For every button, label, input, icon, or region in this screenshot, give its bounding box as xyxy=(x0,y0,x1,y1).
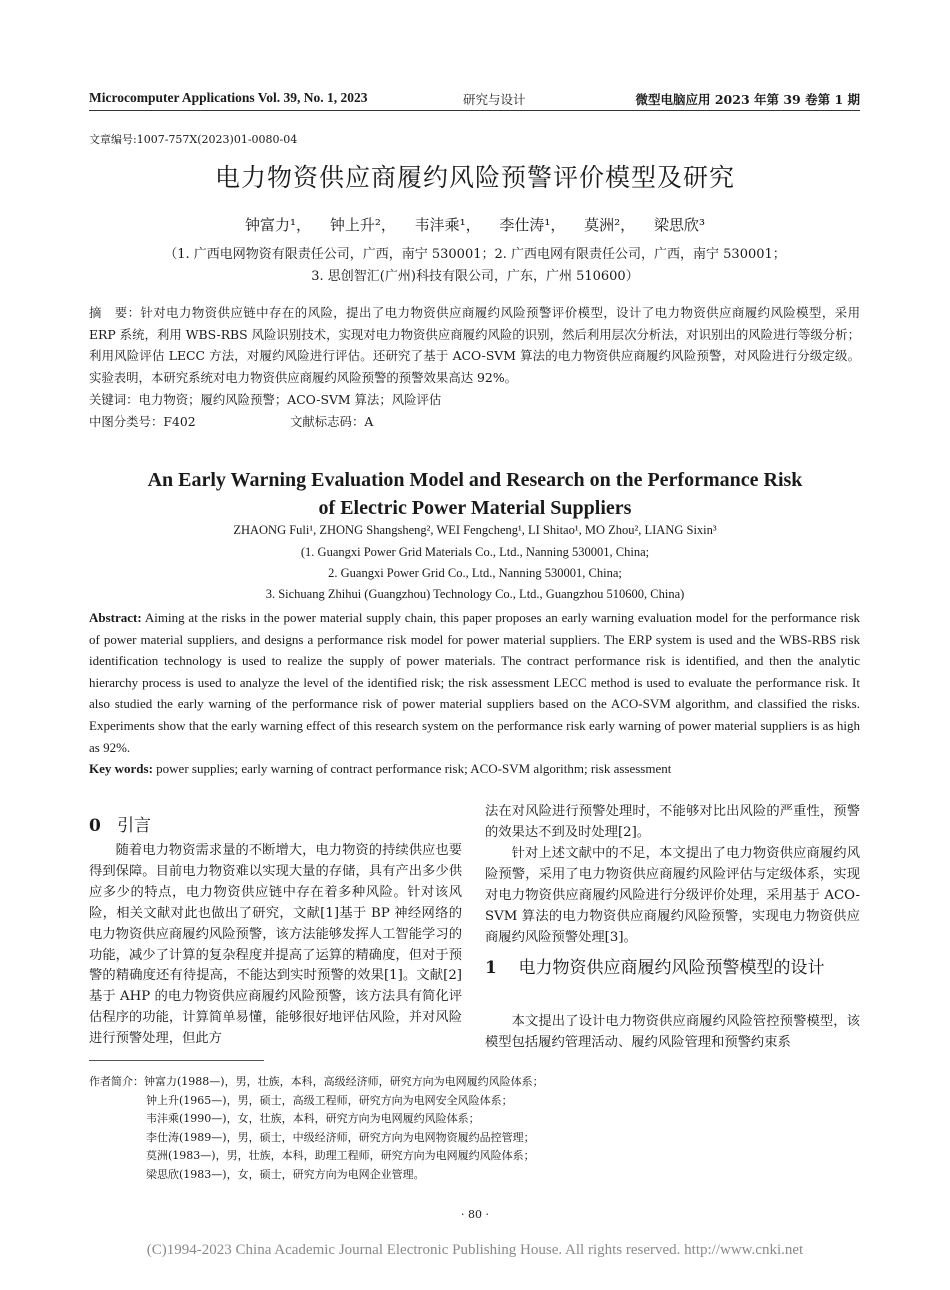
footnote-divider xyxy=(89,1060,264,1061)
clc-number: 中图分类号：F402 xyxy=(89,414,196,429)
author-bio xyxy=(89,1073,544,1184)
section1-paragraph: 本文提出了设计电力物资供应商履约风险管控预警模型，该模型包括履约管理活动、履约风险管理和预警约束系 xyxy=(485,1014,860,1050)
journal-header-cn: 微型电脑应用 2023 年第 39 卷第 1 期 xyxy=(635,92,860,107)
journal-header-section: 研究与设计 xyxy=(463,92,526,107)
footnote-item: 钟富力(1988—)，男，壮族，本科，高级经济师，研究方向为电网履约风险体系； xyxy=(144,1075,544,1088)
intro-paragraph: 随着电力物资需求量的不断增大，电力物资的持续供应也要得到保障。目前电力物资难以实现大量的存储，具有产出多少供应多少的特点，电力物资供应链中存在着多种风险。针对该风险，相关文献对此也做出了研究，文献[1]基于 BP 神经网络的电力物资供应商履约风险预警，该方法能够发挥人工智能学习的功能，减少了计算的复杂程度并提高了运算的精确度，但对于预警的精确度还有待提高，不能达到实时预警的效果[1]。文献[2]基于 AHP 的电力物资供应商履约风险预警，该方法具有简化评估程序的功能，计算简单易懂，能够很好地评估风险，并对风险进行预警处理，但此方 xyxy=(89,843,462,1047)
intro-paragraph-cont: 法在对风险进行预警处理时，不能够对比出风险的严重性，预警的效果达不到及时处理[2]。 xyxy=(485,804,860,840)
abstract-cn xyxy=(89,302,860,388)
affiliation-en: 2. Guangxi Power Grid Co., Ltd., Nanning 530001, China; xyxy=(328,566,622,580)
header-divider xyxy=(89,110,860,111)
title-en xyxy=(0,466,950,522)
section-title: 电力物资供应商履约风险预警模型的设计 xyxy=(518,958,825,978)
footnote-item: 韦沣乘(1990—)，女，壮族，本科，研究方向为电网履约风险体系； xyxy=(146,1112,480,1125)
section-number: 1 xyxy=(485,958,497,978)
keywords-cn: 关键词：电力物资；履约风险预警；ACO-SVM 算法；风险评估 xyxy=(89,392,442,407)
document-code: 文献标志码：A xyxy=(290,414,374,429)
section-number: 0 xyxy=(89,816,101,836)
keywords-en-label: Key words: xyxy=(89,761,153,777)
footnote-item: 梁思欣(1983—)，女，硕士，研究方向为电网企业管理。 xyxy=(146,1167,425,1181)
abstract-en-text: Aiming at the risks in the power material supply chain, this paper proposes an early warning evaluation model for the performance risk of power material suppliers, and designs a performance risk model for power material suppliers. The ERP system is used and the WBS-RBS risk identification technology is used to realize the supply of power materials. The contract performance risk is identified, and then the analytic hierarchy process is used to analyze the level of the identified risk; the risk assessment LECC method is used to evaluate the performance risk. It also studied the early warning of the performance risk of power material suppliers based on the ACO-SVM algorithm, and classified the risks. Experiments show that the early warning effect of this research system on the performance risk early warning of power material suppliers is as high as 92%. xyxy=(89,610,860,755)
footnote-item: 钟上升(1965—)，男，硕士，高级工程师，研究方向为电网安全风险体系； xyxy=(146,1093,513,1107)
title-en-line: of Electric Power Material Suppliers xyxy=(318,497,632,519)
section-title: 引言 xyxy=(117,816,152,836)
journal-header-en: Microcomputer Applications Vol. 39, No. 1, 2023 xyxy=(89,90,368,105)
abstract-label: 摘 要： xyxy=(89,305,141,320)
section-heading-1 xyxy=(485,954,860,982)
authors-en: ZHAONG Fuli¹, ZHONG Shangsheng², WEI Fengcheng¹, LI Shitao¹, MO Zhou², LIANG Sixin³ xyxy=(233,523,717,537)
affiliation-en: 3. Sichuang Zhihui (Guangzhou) Technology Co., Ltd., Guangzhou 510600, China) xyxy=(265,587,685,601)
article-number: 文章编号:1007-757X(2023)01-0080-04 xyxy=(89,133,298,146)
abstract-en-label: Abstract: xyxy=(89,610,142,625)
footnote-label: 作者简介： xyxy=(89,1075,144,1088)
abstract-text: 针对电力物资供应链中存在的风险，提出了电力物资供应商履约风险预警评价模型，设计了电力物资供应商履约风险模型，采用 ERP 系统，利用 WBS-RBS 风险识别技术，实现对电力物资供应商履约风险的识别，然后利用层次分析法，对识别出的风险进行等级分析；利用风险评估 LECC 方法，对履约风险进行评估。还研究了基于 ACO-SVM 算法的电力物资供应商履约风险预警，对风险进行分级定级。实验表明，本研究系统对电力物资供应商履约风险预警的预警效果高达 92%。 xyxy=(89,305,861,385)
footnote-item: 莫洲(1983—)，男，壮族，本科，助理工程师，研究方向为电网履约风险体系； xyxy=(146,1149,535,1162)
keywords-en-text: power supplies; early warning of contract performance risk; ACO-SVM algorithm; risk assessment xyxy=(152,761,672,777)
title-cn: 电力物资供应商履约风险预警评价模型及研究 xyxy=(214,163,735,192)
affiliation-cn: 3. 思创智汇(广州)科技有限公司，广东，广州 510600） xyxy=(311,269,639,284)
affiliation-en: (1. Guangxi Power Grid Materials Co., Ltd., Nanning 530001, China; xyxy=(300,545,650,559)
page-number: · 80 · xyxy=(461,1208,489,1221)
intro-paragraph-2: 针对上述文献中的不足，本文提出了电力物资供应商履约风险预警，采用了电力物资供应商履约风险评估与定级体系，实现对电力物资供应商履约风险进行分级评价处理，采用基于 ACO-SVM 算法的电力物资供应商履约风险预警，实现电力物资供应商履约风险预警处理[3]。 xyxy=(485,846,860,945)
section-heading-0 xyxy=(89,811,151,836)
abstract-en xyxy=(89,607,860,780)
affiliation-cn: （1. 广西电网物资有限责任公司，广西，南宁 530001；2. 广西电网有限责任公司，广西，南宁 530001； xyxy=(164,247,786,262)
title-en-line: An Early Warning Evaluation Model and Research on the Performance Risk xyxy=(147,469,803,491)
footnote-item: 李仕涛(1989—)，男，硕士，中级经济师，研究方向为电网物资履约品控管理； xyxy=(146,1130,535,1144)
copyright-watermark: (C)1994-2023 China Academic Journal Electronic Publishing House. All rights reserved. http://www.cnki.net xyxy=(146,1242,804,1258)
authors-cn: 钟富力¹， 钟上升²， 韦沣乘¹， 李仕涛¹， 莫洲²， 梁思欣³ xyxy=(245,216,705,234)
